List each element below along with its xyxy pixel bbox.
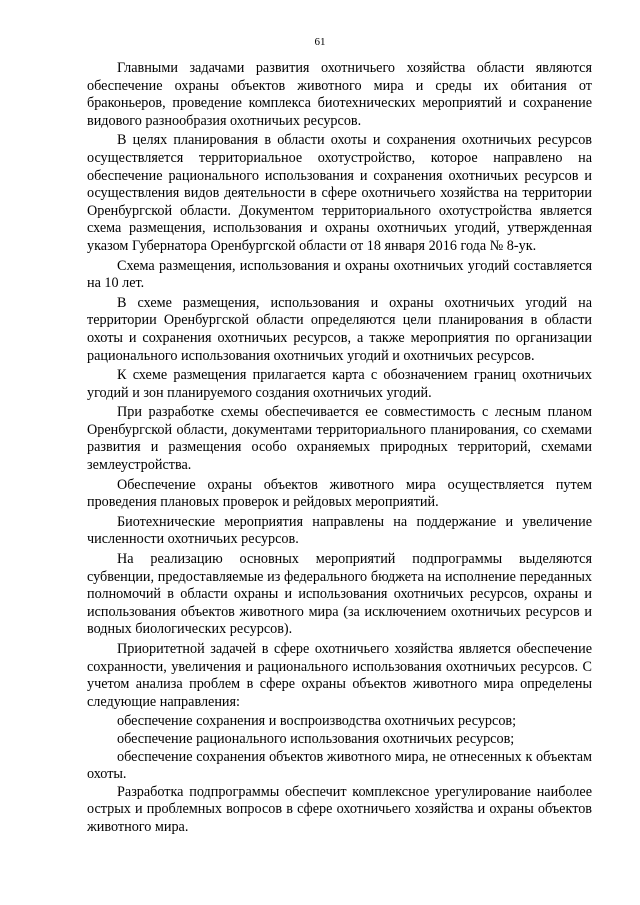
paragraph-scheme-map: К схеме размещения прилагается карта с обозначением границ охотничьих угодий и зон планируемого создания охотничьих угодий. [87,367,592,401]
paragraph-closing: Разработка подпрограммы обеспечит комплексное урегулирование наиболее острых и проблемных вопросов в сфере охотничьего хозяйства и охраны объектов животного мира. [87,783,592,835]
list-item: обеспечение рационального использования охотничьих ресурсов; [117,730,515,747]
paragraph-main-tasks: Главными задачами развития охотничьего хозяйства области являются обеспечение охраны объектов животного мира и среды их обитания от браконьеров, проведение комплекса биотехнических мероприятий и сохранение видового разнообразия охотничьих ресурсов. [87,60,592,129]
list-item: обеспечение сохранения объектов животного мира, не отнесенных к объектам охоты. [87,748,592,783]
paragraph-territorial-planning: В целях планирования в области охоты и сохранения охотничьих ресурсов осуществляется территориальное охотустройство, которое направлено на обеспечение рационального использования и сохранения охотничьих ресурсов и осуществления видов деятельности в сфере охотничьего хозяйства на территории Оренбургской области. Документом территориального охотустройства является схема размещения, использования и охраны охотничьих угодий, утвержденная указом Губернатора Оренбургской области от 18 января 2016 года № 8-ук. [87,132,592,254]
paragraph-scheme-compatibility: При разработке схемы обеспечивается ее совместимость с лесным планом Оренбургской области, документами территориального планирования, со схемами развития и размещения особо охраняемых природных территорий, схемами землеустройства. [87,404,592,474]
directions-list [87,713,592,783]
list-item: обеспечение сохранения и воспроизводства охотничьих ресурсов; [117,713,517,730]
paragraph-subventions: На реализацию основных мероприятий подпрограммы выделяются субвенции, предоставляемые из федерального бюджета на исполнение переданных полномочий в области охраны и использования охотничьих ресурсов, охраны и использования объектов животного мира (за исключением охотничьих ресурсов и водных биологических ресурсов). [87,551,592,638]
paragraph-scheme-goals: В схеме размещения, использования и охраны охотничьих угодий на территории Оренбургской области определяются цели планирования в области охоты и сохранения охотничьих ресурсов, а также мероприятия по организации рационального использования охотничьих угодий и охотничьих ресурсов. [87,294,592,364]
paragraph-biotechnical: Биотехнические мероприятия направлены на поддержание и увеличение численности охотничьих ресурсов. [87,513,592,548]
paragraph-protection: Обеспечение охраны объектов животного мира осуществляется путем проведения плановых проверок и рейдовых мероприятий. [87,476,592,511]
document-body [87,60,592,839]
page-number: 61 [314,36,326,48]
paragraph-scheme-term: Схема размещения, использования и охраны охотничьих угодий составляется на 10 лет. [87,257,592,292]
paragraph-priority-task: Приоритетной задачей в сфере охотничьего хозяйства является обеспечение сохранности, увеличения и рационального использования охотничьих ресурсов. С учетом анализа проблем в сфере охраны объектов животного мира определены следующие направления: [87,641,592,710]
